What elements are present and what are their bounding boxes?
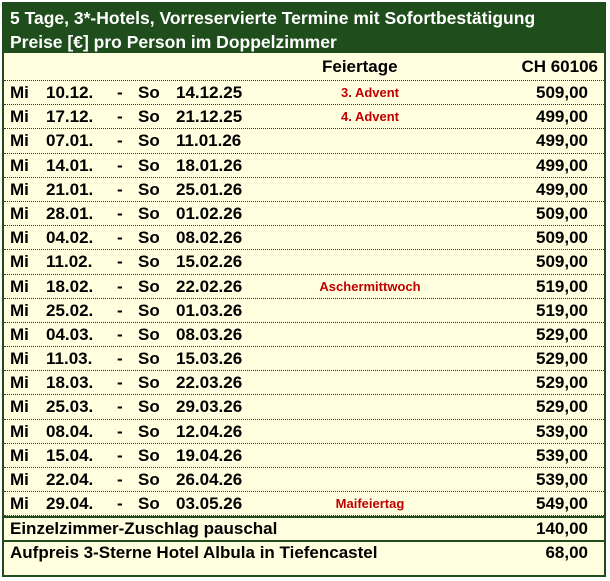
table-row bbox=[4, 202, 604, 226]
weekday-start: Mi bbox=[10, 373, 29, 393]
header-subtitle: Preise [€] pro Person im Doppelzimmer bbox=[10, 32, 337, 52]
weekday-end: So bbox=[138, 228, 160, 248]
price-cell: 509,00 bbox=[536, 228, 588, 248]
date-start: 18.03. bbox=[46, 373, 94, 393]
price-cell: 529,00 bbox=[536, 373, 588, 393]
table-row bbox=[4, 371, 604, 395]
price-cell: 529,00 bbox=[536, 324, 588, 344]
date-end: 22.02.26 bbox=[176, 276, 243, 296]
date-end: 21.12.25 bbox=[176, 107, 243, 127]
table-row bbox=[4, 347, 604, 371]
price-cell: 529,00 bbox=[536, 349, 588, 369]
weekday-start: Mi bbox=[10, 107, 29, 127]
weekday-end: So bbox=[138, 470, 160, 489]
date-separator: - bbox=[117, 470, 123, 489]
weekday-start: Mi bbox=[10, 397, 29, 417]
price-cell: 539,00 bbox=[536, 421, 588, 441]
table-row bbox=[4, 299, 604, 323]
header-title: 5 Tage, 3*-Hotels, Vorreservierte Termine mit Sofortbestätigung bbox=[10, 8, 536, 28]
weekday-start: Mi bbox=[10, 83, 29, 102]
date-start: 18.02. bbox=[46, 276, 94, 296]
date-end: 03.05.26 bbox=[176, 494, 243, 514]
price-table bbox=[2, 2, 606, 577]
date-end: 14.12.25 bbox=[176, 83, 243, 102]
extra-label: Einzelzimmer-Zuschlag pauschal bbox=[10, 519, 278, 539]
date-end: 26.04.26 bbox=[176, 470, 243, 489]
price-cell: 529,00 bbox=[536, 397, 588, 417]
weekday-end: So bbox=[138, 252, 160, 272]
date-separator: - bbox=[117, 203, 123, 223]
table-row bbox=[4, 105, 604, 129]
weekday-end: So bbox=[138, 397, 160, 417]
weekday-start: Mi bbox=[10, 131, 29, 151]
weekday-end: So bbox=[138, 494, 160, 514]
date-end: 18.01.26 bbox=[176, 155, 243, 175]
weekday-end: So bbox=[138, 349, 160, 369]
date-start: 15.04. bbox=[46, 445, 94, 465]
date-start: 07.01. bbox=[46, 131, 94, 151]
table-row bbox=[4, 129, 604, 153]
date-separator: - bbox=[117, 445, 123, 465]
table-row bbox=[4, 250, 604, 274]
date-separator: - bbox=[117, 373, 123, 393]
date-start: 25.03. bbox=[46, 397, 94, 417]
price-cell: 519,00 bbox=[536, 276, 588, 296]
table-body bbox=[4, 81, 604, 516]
holiday-label: Aschermittwoch bbox=[319, 278, 421, 294]
holiday-label: Maifeiertag bbox=[335, 496, 405, 512]
weekday-end: So bbox=[138, 373, 160, 393]
weekday-start: Mi bbox=[10, 300, 29, 320]
date-separator: - bbox=[117, 155, 123, 175]
price-cell: 519,00 bbox=[536, 300, 588, 320]
column-header-row bbox=[4, 53, 604, 81]
extra-value: 68,00 bbox=[545, 543, 588, 563]
date-separator: - bbox=[117, 494, 123, 514]
weekday-start: Mi bbox=[10, 155, 29, 175]
weekday-end: So bbox=[138, 300, 160, 320]
date-start: 04.03. bbox=[46, 324, 94, 344]
price-cell: 499,00 bbox=[536, 155, 588, 175]
extras-section bbox=[4, 516, 604, 564]
code-column-header: CH 60106 bbox=[521, 56, 598, 76]
date-end: 12.04.26 bbox=[176, 421, 243, 441]
table-row bbox=[4, 444, 604, 468]
table-row bbox=[4, 420, 604, 444]
weekday-start: Mi bbox=[10, 252, 29, 272]
date-end: 15.02.26 bbox=[176, 252, 243, 272]
date-start: 17.12. bbox=[46, 107, 94, 127]
date-end: 01.02.26 bbox=[176, 203, 243, 223]
table-row bbox=[4, 395, 604, 419]
price-cell: 499,00 bbox=[536, 107, 588, 127]
price-cell: 499,00 bbox=[536, 179, 588, 199]
date-start: 29.04. bbox=[46, 494, 94, 514]
date-end: 29.03.26 bbox=[176, 397, 243, 417]
date-start: 22.04. bbox=[46, 470, 94, 489]
date-start: 10.12. bbox=[46, 83, 94, 102]
date-end: 19.04.26 bbox=[176, 445, 243, 465]
weekday-start: Mi bbox=[10, 324, 29, 344]
weekday-end: So bbox=[138, 445, 160, 465]
date-separator: - bbox=[117, 349, 123, 369]
weekday-end: So bbox=[138, 203, 160, 223]
date-separator: - bbox=[117, 228, 123, 248]
weekday-end: So bbox=[138, 131, 160, 151]
date-end: 25.01.26 bbox=[176, 179, 243, 199]
date-separator: - bbox=[117, 107, 123, 127]
date-separator: - bbox=[117, 131, 123, 151]
date-separator: - bbox=[117, 397, 123, 417]
weekday-end: So bbox=[138, 276, 160, 296]
extra-row bbox=[4, 540, 604, 564]
weekday-start: Mi bbox=[10, 228, 29, 248]
date-end: 15.03.26 bbox=[176, 349, 243, 369]
date-start: 21.01. bbox=[46, 179, 94, 199]
table-row bbox=[4, 178, 604, 202]
price-cell: 539,00 bbox=[536, 445, 588, 465]
table-row bbox=[4, 275, 604, 299]
date-start: 28.01. bbox=[46, 203, 94, 223]
date-start: 11.03. bbox=[46, 349, 93, 369]
date-start: 25.02. bbox=[46, 300, 94, 320]
price-cell: 539,00 bbox=[536, 470, 588, 489]
weekday-end: So bbox=[138, 155, 160, 175]
date-end: 08.03.26 bbox=[176, 324, 243, 344]
date-separator: - bbox=[117, 252, 123, 272]
date-separator: - bbox=[117, 83, 123, 102]
holidays-column-header: Feiertage bbox=[322, 56, 398, 76]
holiday-label: 3. Advent bbox=[340, 85, 400, 100]
date-separator: - bbox=[117, 324, 123, 344]
weekday-end: So bbox=[138, 421, 160, 441]
table-row bbox=[4, 492, 604, 516]
price-cell: 509,00 bbox=[536, 83, 588, 102]
weekday-end: So bbox=[138, 179, 160, 199]
table-row bbox=[4, 81, 604, 105]
date-end: 22.03.26 bbox=[176, 373, 243, 393]
price-cell: 509,00 bbox=[536, 252, 588, 272]
date-separator: - bbox=[117, 276, 123, 296]
extra-value: 140,00 bbox=[536, 519, 588, 539]
date-end: 11.01.26 bbox=[176, 131, 242, 151]
date-start: 11.02. bbox=[46, 252, 93, 272]
table-row bbox=[4, 468, 604, 492]
table-row bbox=[4, 323, 604, 347]
weekday-start: Mi bbox=[10, 421, 29, 441]
table-row bbox=[4, 226, 604, 250]
weekday-end: So bbox=[138, 107, 160, 127]
weekday-start: Mi bbox=[10, 494, 29, 514]
price-cell: 499,00 bbox=[536, 131, 588, 151]
extra-label: Aufpreis 3-Sterne Hotel Albula in Tiefencastel bbox=[10, 543, 378, 563]
weekday-end: So bbox=[138, 83, 160, 102]
date-separator: - bbox=[117, 300, 123, 320]
date-end: 01.03.26 bbox=[176, 300, 243, 320]
weekday-start: Mi bbox=[10, 276, 29, 296]
weekday-end: So bbox=[138, 324, 160, 344]
price-cell: 509,00 bbox=[536, 203, 588, 223]
price-cell: 549,00 bbox=[536, 494, 588, 514]
weekday-start: Mi bbox=[10, 470, 29, 489]
weekday-start: Mi bbox=[10, 445, 29, 465]
weekday-start: Mi bbox=[10, 349, 29, 369]
date-separator: - bbox=[117, 179, 123, 199]
date-start: 14.01. bbox=[46, 155, 94, 175]
date-start: 04.02. bbox=[46, 228, 94, 248]
table-header bbox=[4, 4, 604, 53]
table-row bbox=[4, 154, 604, 178]
date-separator: - bbox=[117, 421, 123, 441]
date-start: 08.04. bbox=[46, 421, 94, 441]
weekday-start: Mi bbox=[10, 203, 29, 223]
extra-row bbox=[4, 516, 604, 540]
date-end: 08.02.26 bbox=[176, 228, 243, 248]
weekday-start: Mi bbox=[10, 179, 29, 199]
holiday-label: 4. Advent bbox=[340, 109, 400, 125]
